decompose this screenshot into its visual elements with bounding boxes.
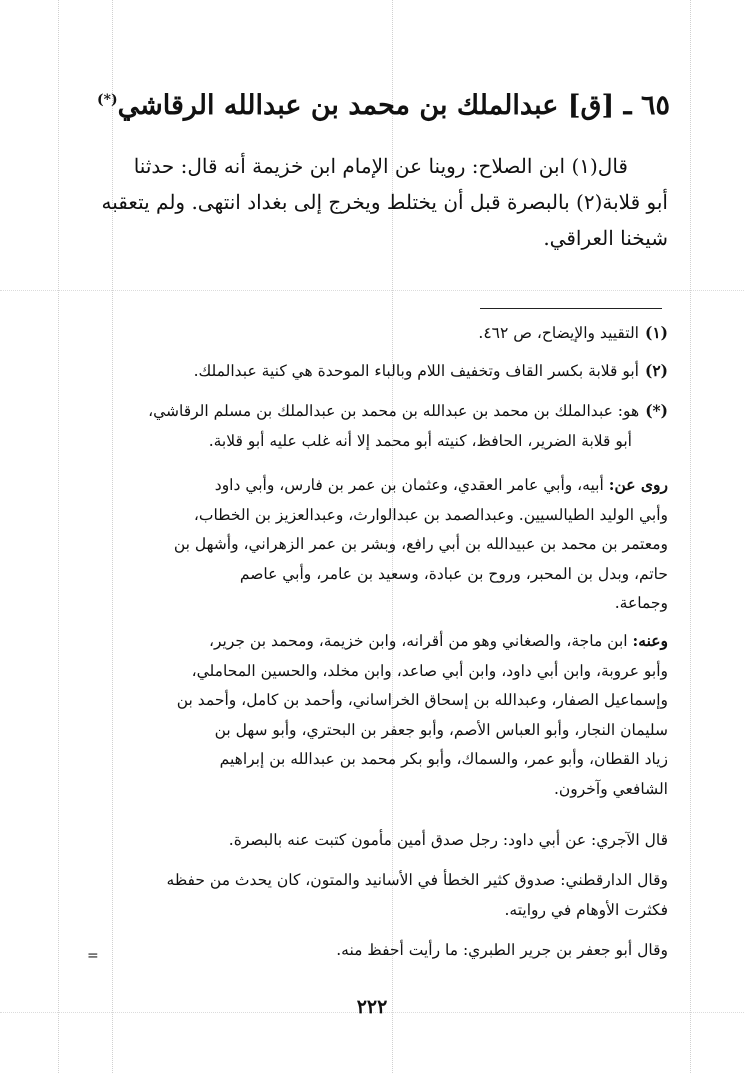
entry-dash: ـ (623, 90, 632, 121)
quote-daraqutni (100, 866, 668, 925)
section-line: وجماعة. (614, 594, 668, 612)
quote-line: فكثرت الأوهام في روايته. (504, 900, 668, 919)
entry-heading (97, 78, 670, 128)
entry-code: [ق] (567, 90, 615, 121)
entry-name: عبدالملك بن محمد بن عبدالله الرقاشي (117, 90, 559, 121)
main-text (100, 148, 668, 256)
section-line: وإسماعيل الصفار، وعبدالله بن إسحاق الخراساني، وأحمد بن كامل، وأحمد بن (176, 691, 668, 709)
page-number: ٢٢٢ (356, 996, 388, 1018)
narrators-from-him-section (100, 626, 668, 804)
main-text-line: أبو قلابة(٢) بالبصرة قبل أن يختلط ويخرج إلى بغداد انتهى. ولم يتعقبه (101, 190, 668, 214)
footnote-star (100, 396, 668, 456)
footnote-2 (100, 356, 668, 386)
scan-guide-line (58, 0, 59, 1073)
quote-line: وقال أبو جعفر بن جرير الطبري: ما رأيت أحفظ منه. (336, 941, 668, 959)
section-line: ومعتمر بن محمد بن عبيدالله بن أبي رافع، وبشر بن عمر الزهراني، وأشهل بن (173, 535, 668, 553)
entry-note-ref: (*) (97, 92, 118, 108)
quote-ajurri (100, 826, 668, 856)
section-line: سليمان النجار، وأبو العباس الأصم، وأبو جعفر بن البحتري، وأبو سهل بن (214, 720, 668, 739)
footnote-text: هو: عبدالملك بن محمد بن عبدالله بن محمد بن عبدالملك بن مسلم الرقاشي، (148, 402, 640, 420)
quote-line: قال الآجري: عن أبي داود: رجل صدق أمين مأمون كتبت عنه بالبصرة. (228, 831, 668, 849)
quote-tabari (100, 936, 668, 966)
footnote-text: التقييد والإيضاح، ص ٤٦٢. (478, 324, 639, 342)
section-line: روى عن: أبيه، وأبي عامر العقدي، وعثمان بن عمر بن فارس، وأبي داود (214, 475, 668, 494)
section-line: وأبو عروبة، وابن أبي داود، وابن أبي صاعد، وابن مخلد، والحسين المحاملي، (191, 661, 668, 680)
scan-guide-line (690, 0, 691, 1073)
section-label: روى عن: (608, 475, 668, 494)
entry-number: ٦٥ (640, 90, 670, 121)
continuation-mark: = (87, 948, 99, 964)
narrated-from-section (100, 470, 668, 619)
footnote-mark: (*) (645, 401, 668, 420)
quote-line: وقال الدارقطني: صدوق كثير الخطأ في الأسانيد والمتون، كان يحدث من حفظه (166, 871, 668, 889)
section-line: حاتم، وبدل بن المحبر، وروح بن عبادة، وسعيد بن عامر، وأبي عاصم (239, 564, 668, 583)
footnote-mark: (٢) (644, 361, 668, 380)
footnote-1 (100, 318, 668, 348)
scan-guide-line (0, 290, 744, 291)
footnote-text: أبو قلابة بكسر القاف وتخفيف اللام وبالباء الموحدة هي كنية عبدالملك. (193, 362, 639, 380)
section-line: وأبي الوليد الطيالسيين. وعبدالصمد بن عبدالوارث، وعبدالعزيز بن الخطاب، (193, 505, 668, 524)
main-text-line: قال(١) ابن الصلاح: روينا عن الإمام ابن خزيمة أنه قال: حدثنا (133, 154, 628, 178)
section-line: الشافعي وآخرون. (553, 779, 668, 798)
footnote-text: أبو قلابة الضرير، الحافظ، كنيته أبو محمد إلا أنه غلب عليه أبو قلابة. (208, 432, 632, 450)
footnote-mark: (١) (644, 323, 668, 342)
footnote-separator (480, 308, 662, 309)
section-line: زياد القطان، وأبو عمر، والسماك، وأبو بكر محمد بن عبدالله بن إبراهيم (219, 750, 668, 768)
main-text-line: شيخنا العراقي. (543, 226, 668, 250)
section-line: وعنه: ابن ماجة، والصغاني وهو من أقرانه، وابن خزيمة، ومحمد بن جرير، (209, 631, 668, 650)
section-label: وعنه: (632, 631, 668, 650)
